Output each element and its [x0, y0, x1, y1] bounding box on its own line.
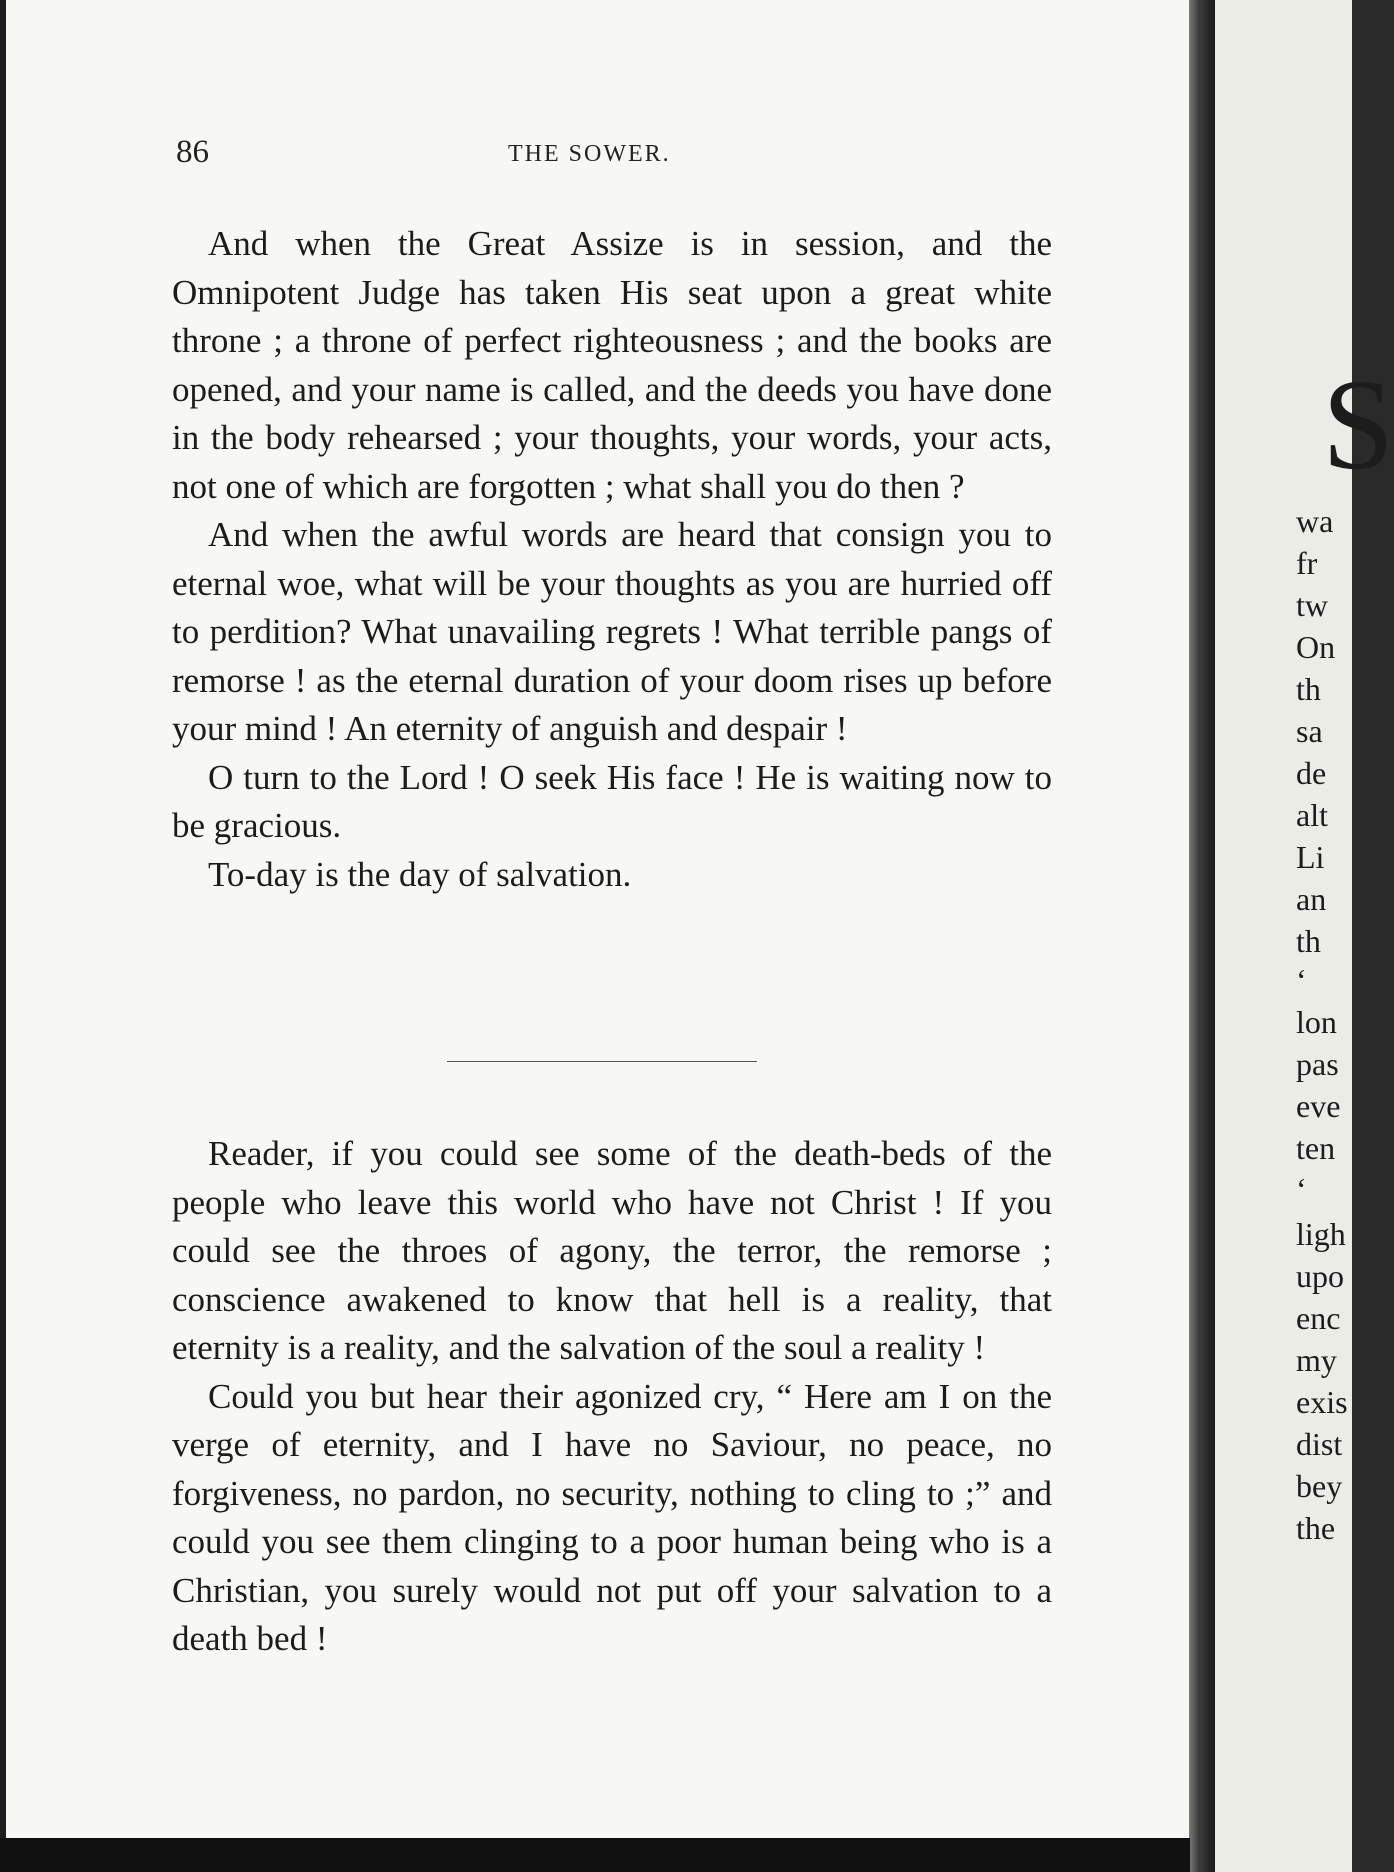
drop-cap: S: [1322, 353, 1394, 497]
fragment-line: the: [1296, 1510, 1336, 1546]
text-block-2: [172, 1130, 1052, 1664]
fragment-line: an: [1296, 881, 1327, 917]
running-title: THE SOWER.: [508, 141, 671, 167]
fragment-line: ‘: [1296, 1171, 1307, 1207]
fragment-line: dist: [1296, 1426, 1343, 1462]
scan-bottom-edge: [0, 1838, 1190, 1872]
page-number: 86: [176, 134, 209, 170]
fragment-line: Li: [1296, 839, 1325, 875]
fragment-line: fr: [1296, 545, 1318, 581]
fragment-line: sa: [1296, 713, 1323, 749]
running-head: [176, 134, 1056, 174]
paragraph: And when the awful words are heard that consign you to eternal woe, what will be your thoughts as you are hurried off to perdition? What unavailing regrets ! What terrible pangs of remorse ! as the eternal duration of your doom rises up before your mind ! An eternity of anguish and despair !: [172, 515, 1052, 748]
fragment-line: tw: [1296, 587, 1328, 623]
fragment-line: th: [1296, 671, 1321, 707]
text-block-1: [172, 220, 1052, 899]
fragment-line: ligh: [1296, 1216, 1346, 1252]
fragment-line: pas: [1296, 1046, 1339, 1082]
fragment-line: alt: [1296, 797, 1328, 833]
paragraph: Could you but hear their agonized cry, “ Here am I on the verge of eternity, and I have no Saviour, no peace, no forgiveness, no pardon, no security, nothing to cling to ;” and could you see them clinging to a poor human being who is a Christian, you surely would not put off your salvation to a death bed !: [172, 1376, 1052, 1658]
fragment-line: wa: [1296, 503, 1334, 539]
paragraph: Reader, if you could see some of the death-beds of the people who leave this world who have not Christ ! If you could see the throes of agony, the terror, the remorse ; conscience awakened to know that hell is a reality, that eternity is a reality, and the salvation of the soul a reality !: [172, 1134, 1052, 1367]
paragraph: And when the Great Assize is in session, and the Omnipotent Judge has taken His seat upon a great white throne ; a throne of perfect righteousness ; and the books are opened, and your name is called, and the deeds you have done in the body rehearsed ; your thoughts, your words, your acts, not one of which are forgotten ; what shall you do then ?: [172, 224, 1052, 506]
book-gutter: [1189, 0, 1215, 1872]
fragment-line: exis: [1296, 1384, 1348, 1420]
fragment-line: upo: [1296, 1258, 1344, 1294]
fragment-line: my: [1296, 1342, 1337, 1378]
right-page-fragments: [1296, 0, 1394, 1872]
fragment-line: bey: [1296, 1468, 1343, 1504]
paragraph: O turn to the Lord ! O seek His face ! He is waiting now to be gracious.: [172, 757, 1052, 845]
fragment-line: enc: [1296, 1300, 1341, 1336]
paragraph: To-day is the day of salvation.: [208, 854, 632, 894]
fragment-line: ten: [1296, 1130, 1336, 1166]
fragment-line: eve: [1296, 1088, 1341, 1124]
fragment-line: On: [1296, 629, 1336, 665]
fragment-line: de: [1296, 755, 1327, 791]
section-divider: [447, 1061, 757, 1062]
fragment-line: ‘: [1296, 962, 1307, 998]
fragment-line: lon: [1296, 1004, 1337, 1040]
fragment-line: th: [1296, 923, 1321, 959]
